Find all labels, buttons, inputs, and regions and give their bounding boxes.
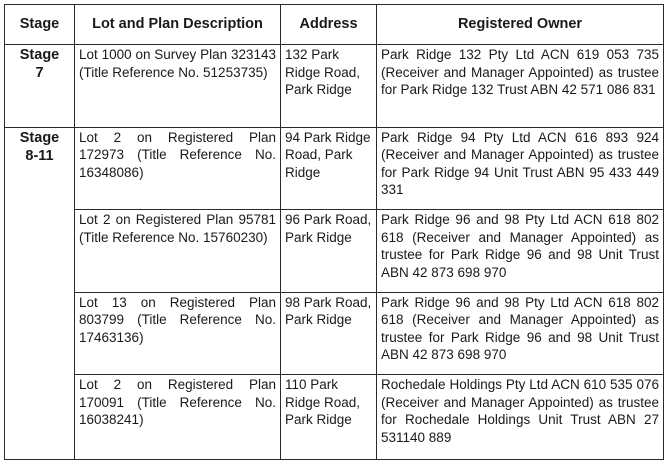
stage-number: 7 <box>35 65 44 82</box>
table-row <box>5 375 664 460</box>
lot-description-cell: Lot 2 on Registered Plan 95781 (Title Reference No. 15760230) <box>75 210 281 293</box>
table-row <box>5 210 664 293</box>
header-stage: Stage <box>5 5 75 45</box>
registered-owner-cell: Park Ridge 96 and 98 Pty Ltd ACN 618 802 618 (Receiver and Manager Appointed) as trustee for Park Ridge 96 and 98 Unit Trust ABN 42 873 698 970 <box>377 210 664 293</box>
registered-owner-cell: Rochedale Holdings Pty Ltd ACN 610 535 076 (Receiver and Manager Appointed) as trustee for Rochedale Holdings Unit Trust ABN 27 531140 889 <box>377 375 664 460</box>
registered-owner-cell: Park Ridge 94 Pty Ltd ACN 616 893 924 (Receiver and Manager Appointed) as trustee for Park Ridge 94 Unit Trust ABN 95 433 449 331 <box>377 127 664 210</box>
registered-owner-cell: Park Ridge 132 Pty Ltd ACN 619 053 735 (Receiver and Manager Appointed) as trustee for Park Ridge 132 Trust ABN 42 571 086 831 <box>377 45 664 128</box>
lot-description-cell: Lot 1000 on Survey Plan 323143 (Title Reference No. 51253735) <box>75 45 281 128</box>
lot-description-cell: Lot 13 on Registered Plan 803799 (Title Reference No. 17463136) <box>75 292 281 375</box>
header-registered-owner: Registered Owner <box>377 5 664 45</box>
property-table <box>4 4 664 460</box>
address-cell: 110 Park Ridge Road, Park Ridge <box>281 375 377 460</box>
registered-owner-cell: Park Ridge 96 and 98 Pty Ltd ACN 618 802 618 (Receiver and Manager Appointed) as trustee for Park Ridge 96 and 98 Unit Trust ABN 42 873 698 970 <box>377 292 664 375</box>
table-row <box>5 45 664 128</box>
stage-number: 8-11 <box>25 147 54 164</box>
lot-description-cell: Lot 2 on Registered Plan 172973 (Title Reference No. 16348086) <box>75 127 281 210</box>
address-cell: 132 Park Ridge Road, Park Ridge <box>281 45 377 128</box>
address-cell: 96 Park Road, Park Ridge <box>281 210 377 293</box>
header-address: Address <box>281 5 377 45</box>
stage-cell-8-11 <box>5 127 75 459</box>
header-lot-and-plan: Lot and Plan Description <box>75 5 281 45</box>
address-cell: 98 Park Road, Park Ridge <box>281 292 377 375</box>
table-row <box>5 127 664 210</box>
lot-description-cell: Lot 2 on Registered Plan 170091 (Title Reference No. 16038241) <box>75 375 281 460</box>
stage-label: Stage <box>19 129 60 146</box>
stage-cell-7 <box>5 45 75 128</box>
address-cell: 94 Park Ridge Road, Park Ridge <box>281 127 377 210</box>
stage-label: Stage <box>19 47 60 64</box>
header-row <box>5 5 664 45</box>
table-row <box>5 292 664 375</box>
